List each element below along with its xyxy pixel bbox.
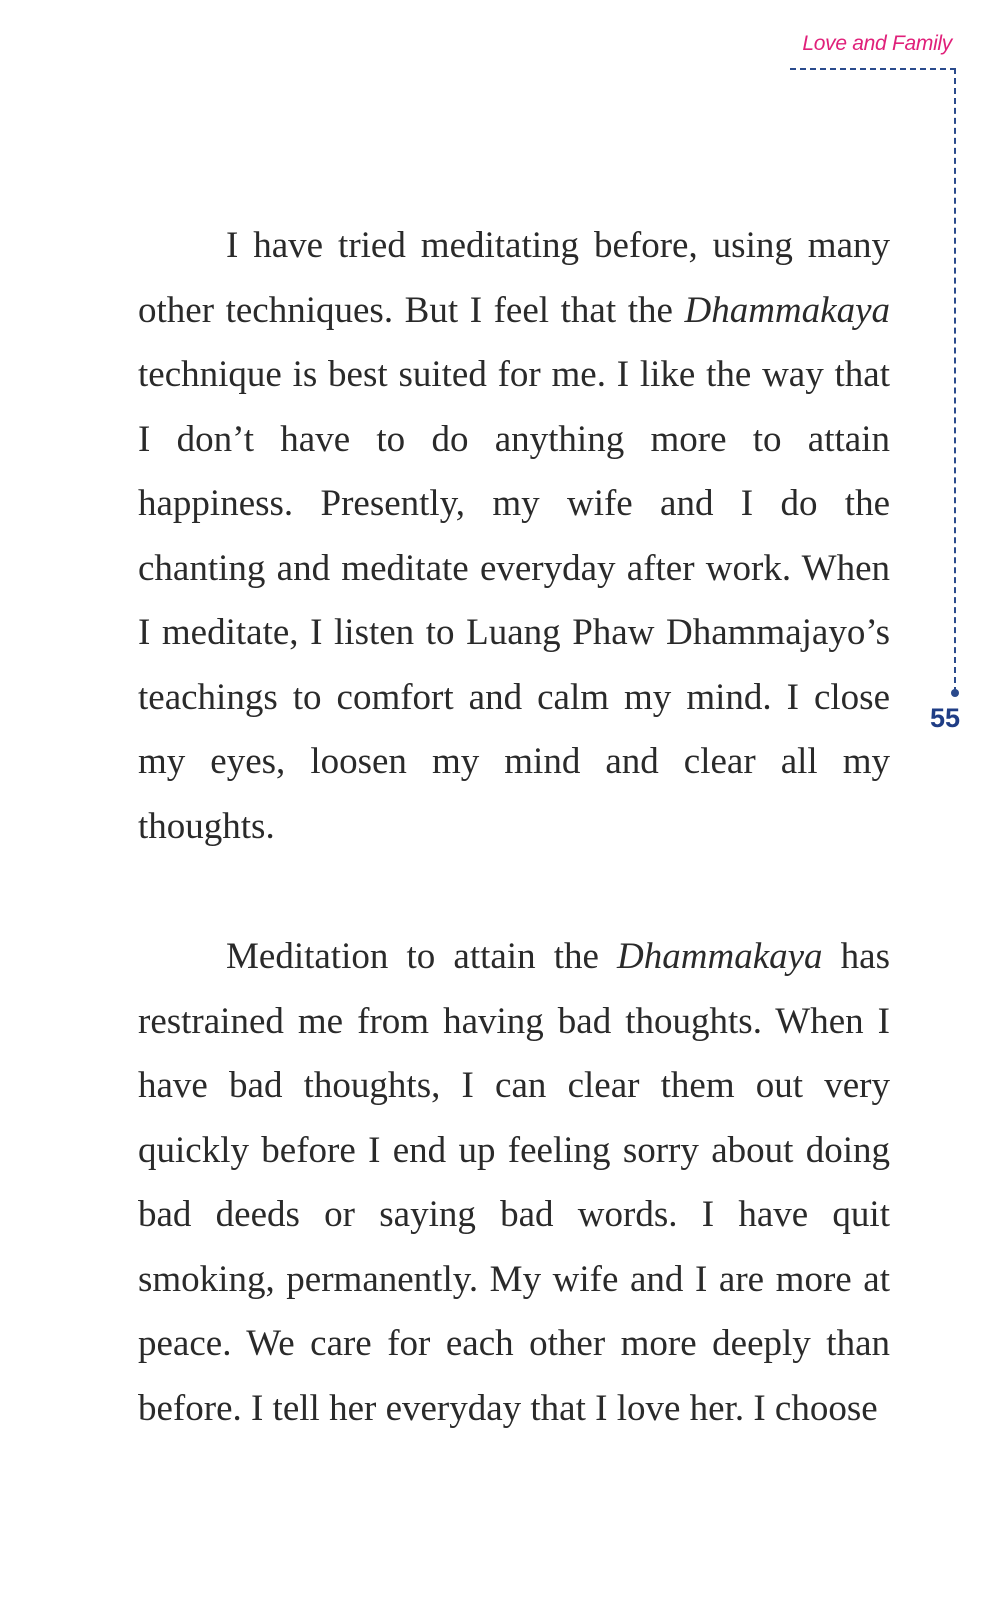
margin-dashed-line [954,68,956,693]
margin-dot-marker [951,689,959,697]
paragraph-2-text-end: has restrained me from having bad thoughts. When I have bad thoughts, I can clear them out very quickly before I end up feeling sorry about doing bad deeds or saying bad words. I have quit smoking, permanently. My wife and I are more at peace. We care for each other more deeply than before. I tell her everyday that I love her. I choose [138,936,890,1429]
section-title: Love and Family [802,32,952,55]
paragraph-2-text-start: Meditation to attain the [226,936,618,977]
header-dashed-line [790,68,956,70]
paragraph-1-italic-term: Dhammakaya [684,289,890,331]
body-paragraph-2 [138,925,890,1441]
paragraph-1-text-end: technique is best suited for me. I like the way that I don’t have to do anything more to attain happiness. Presently, my wife and I do the chanting and meditate everyday after work. When I meditate, I listen to Luang Phaw Dhammajayo’s teachings to comfort and calm my mind. I close my eyes, loosen my mind and clear all my thoughts. [138,354,890,847]
body-paragraph-1 [138,214,890,859]
paragraph-2-italic-term: Dhammakaya [617,936,823,977]
page-number: 55 [930,703,961,733]
paragraph-1-text-start: I have tried meditating before, using many other techniques. But I feel that the [138,225,890,331]
